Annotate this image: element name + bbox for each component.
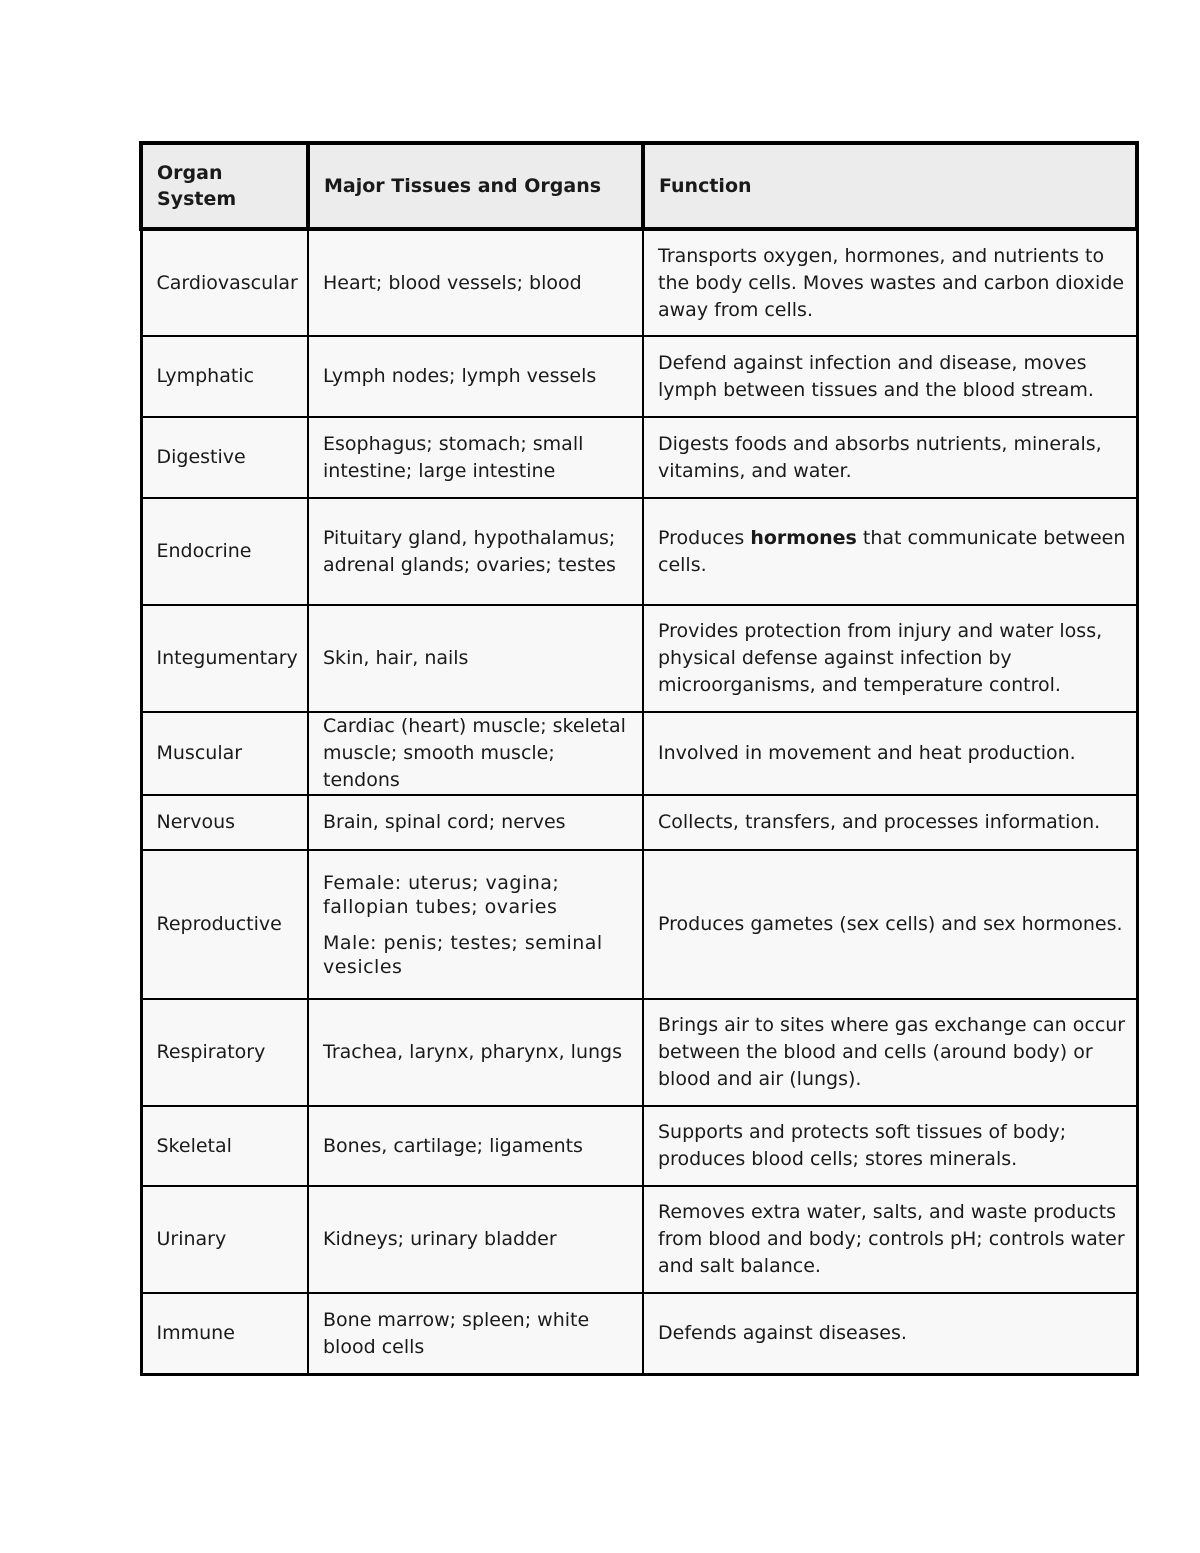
system-cell: Nervous	[141, 795, 308, 850]
function-cell: Produces gametes (sex cells) and sex hormones.	[643, 850, 1137, 999]
tissues-cell: Esophagus; stomach; small intestine; large intestine	[308, 417, 643, 498]
tissues-cell: Lymph nodes; lymph vessels	[308, 336, 643, 417]
system-cell: Integumentary	[141, 605, 308, 712]
function-cell: Removes extra water, salts, and waste products from blood and body; controls pH; controls water and salt balance.	[643, 1186, 1137, 1293]
tissues-cell: Kidneys; urinary bladder	[308, 1186, 643, 1293]
table-row	[141, 1293, 1137, 1375]
header-tissues: Major Tissues and Organs	[308, 143, 643, 229]
table-header	[141, 143, 1137, 229]
system-cell: Digestive	[141, 417, 308, 498]
tissues-cell: Pituitary gland, hypothalamus; adrenal glands; ovaries; testes	[308, 498, 643, 605]
tissues-cell: Bones, cartilage; ligaments	[308, 1106, 643, 1186]
system-cell: Skeletal	[141, 1106, 308, 1186]
table-body	[141, 229, 1137, 1375]
function-cell: Provides protection from injury and water loss, physical defense against infection by microorganisms, and temperature control.	[643, 605, 1137, 712]
system-cell: Respiratory	[141, 999, 308, 1106]
system-cell: Immune	[141, 1293, 308, 1375]
tissues-cell: Brain, spinal cord; nerves	[308, 795, 643, 850]
function-cell: Defends against diseases.	[643, 1293, 1137, 1375]
function-text-post: that communicate between cells.	[658, 526, 1126, 576]
function-cell: Supports and protects soft tissues of body; produces blood cells; stores minerals.	[643, 1106, 1137, 1186]
function-cell: Collects, transfers, and processes information.	[643, 795, 1137, 850]
system-cell: Endocrine	[141, 498, 308, 605]
tissues-female: Female: uterus; vagina; fallopian tubes; ovaries	[323, 871, 560, 918]
tissues-cell	[308, 850, 643, 999]
table-row	[141, 795, 1137, 850]
table-row	[141, 229, 1137, 336]
table-row	[141, 1106, 1137, 1186]
function-cell: Involved in movement and heat production.	[643, 712, 1137, 795]
system-cell: Cardiovascular	[141, 229, 308, 336]
table-row	[141, 1186, 1137, 1293]
header-function: Function	[643, 143, 1137, 229]
tissues-cell: Skin, hair, nails	[308, 605, 643, 712]
table-row	[141, 605, 1137, 712]
table-row	[141, 999, 1137, 1106]
tissues-cell: Heart; blood vessels; blood	[308, 229, 643, 336]
system-cell: Lymphatic	[141, 336, 308, 417]
function-cell: Transports oxygen, hormones, and nutrients to the body cells. Moves wastes and carbon dioxide away from cells.	[643, 229, 1137, 336]
system-cell: Muscular	[141, 712, 308, 795]
table-row	[141, 712, 1137, 795]
system-cell: Reproductive	[141, 850, 308, 999]
table-row	[141, 336, 1137, 417]
tissues-cell: Trachea, larynx, pharynx, lungs	[308, 999, 643, 1106]
header-row	[141, 143, 1137, 229]
function-cell: Digests foods and absorbs nutrients, minerals, vitamins, and water.	[643, 417, 1137, 498]
tissues-cell: Bone marrow; spleen; white blood cells	[308, 1293, 643, 1375]
organ-systems-table	[139, 141, 1139, 1376]
tissues-cell: Cardiac (heart) muscle; skeletal muscle; smooth muscle; tendons	[308, 712, 643, 795]
header-organ-system: Organ System	[141, 143, 308, 229]
tissues-male: Male: penis; testes; seminal vesicles	[323, 931, 603, 978]
system-cell: Urinary	[141, 1186, 308, 1293]
table-row	[141, 498, 1137, 605]
table-row	[141, 850, 1137, 999]
function-text-pre: Produces	[658, 526, 751, 549]
function-cell: Brings air to sites where gas exchange can occur between the blood and cells (around body) or blood and air (lungs).	[643, 999, 1137, 1106]
table-row	[141, 417, 1137, 498]
function-cell: Defend against infection and disease, moves lymph between tissues and the blood stream.	[643, 336, 1137, 417]
function-cell	[643, 498, 1137, 605]
function-keyword-hormones: hormones	[750, 526, 857, 549]
